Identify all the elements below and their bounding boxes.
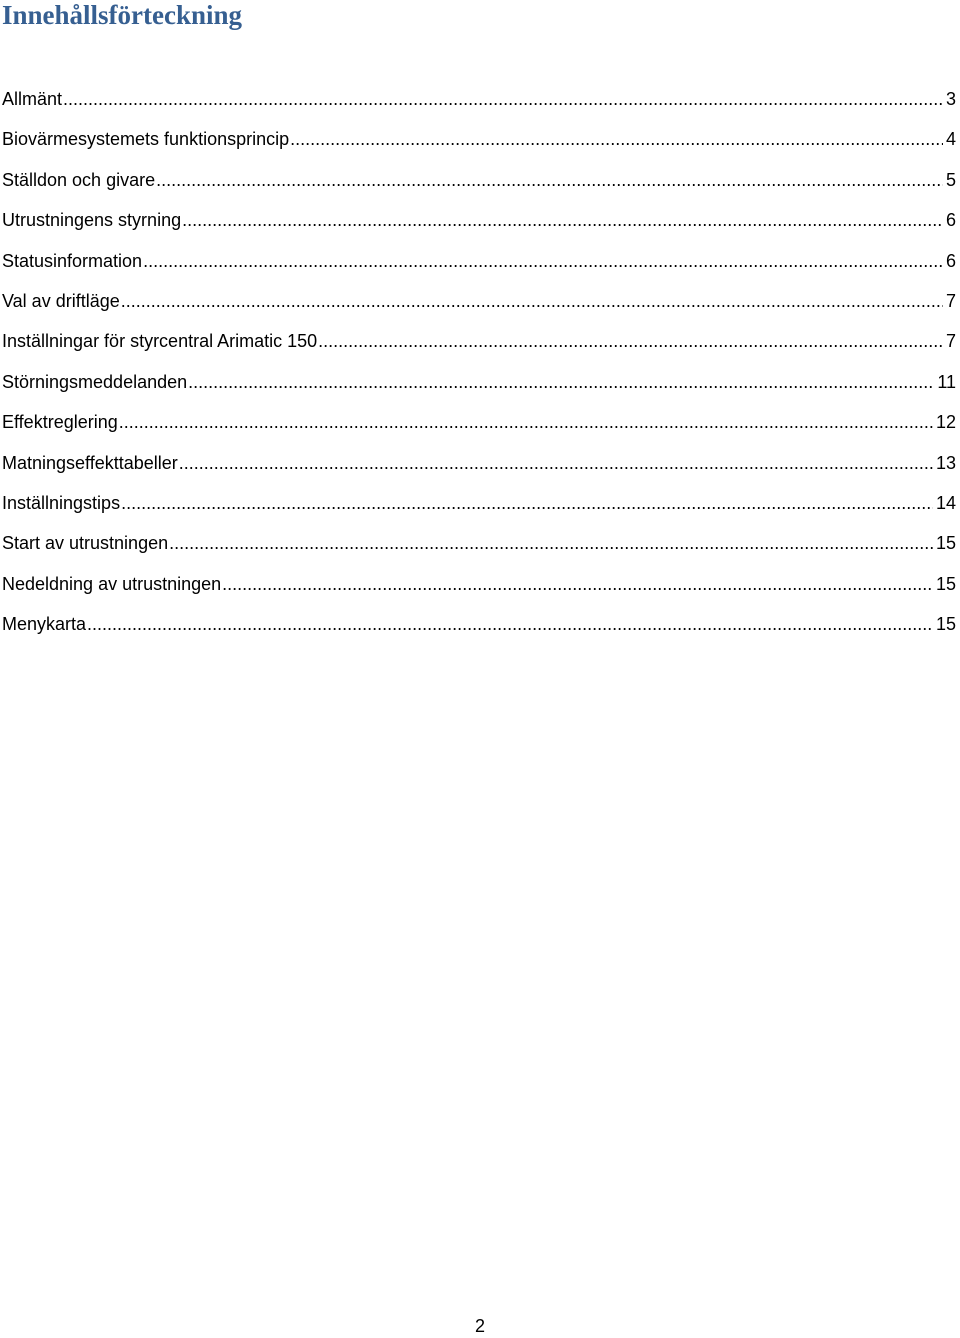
toc-entry-page[interactable]: 7: [945, 331, 956, 352]
toc-entry[interactable]: [2, 328, 956, 368]
toc-entry-label[interactable]: Allmänt: [2, 89, 63, 109]
toc-entry-label[interactable]: Statusinformation: [2, 250, 143, 271]
toc-entry-label[interactable]: Inställningstips: [2, 492, 121, 513]
toc-entry-page[interactable]: 15: [935, 533, 956, 554]
toc-dot-leader: [188, 369, 934, 395]
toc-entry-label[interactable]: Val av driftläge: [2, 290, 120, 311]
toc-dot-leader: [121, 490, 933, 516]
toc-dot-leader: [87, 611, 933, 637]
toc-entry-page[interactable]: 7: [945, 290, 956, 311]
toc-entry-page[interactable]: 11: [937, 371, 956, 392]
page-number: 2: [474, 1316, 485, 1336]
toc-entry[interactable]: [2, 450, 956, 490]
toc-entry-label[interactable]: Start av utrustningen: [2, 533, 169, 554]
toc-entry[interactable]: [2, 369, 956, 409]
toc-entry-label[interactable]: Menykarta: [2, 614, 87, 635]
page-title: Innehållsförteckning: [2, 0, 243, 30]
toc-entry-page[interactable]: 3: [945, 89, 956, 109]
toc-entry[interactable]: [2, 409, 956, 449]
toc-entry-page[interactable]: 15: [935, 614, 956, 635]
toc-entry[interactable]: [2, 126, 956, 166]
toc-dot-leader: [156, 167, 943, 193]
toc-entry-page[interactable]: 6: [945, 250, 956, 271]
toc-entry-page[interactable]: 15: [935, 573, 956, 594]
toc-entry-label[interactable]: Ställdon och givare: [2, 169, 156, 190]
toc-entry-page[interactable]: 6: [945, 210, 956, 231]
toc-dot-leader: [222, 571, 933, 597]
toc-entry[interactable]: [2, 530, 956, 570]
toc-dot-leader: [119, 409, 933, 435]
toc-dot-leader: [169, 530, 933, 556]
toc-entry[interactable]: [2, 288, 956, 328]
toc-entry[interactable]: [2, 490, 956, 530]
toc-entry-page[interactable]: 4: [945, 129, 956, 150]
toc-entry[interactable]: [2, 248, 956, 288]
toc-entry-page[interactable]: 13: [935, 452, 956, 473]
toc-dot-leader: [143, 248, 943, 274]
toc-entry-label[interactable]: Nedeldning av utrustningen: [2, 573, 222, 594]
toc-entry-label[interactable]: Inställningar för styrcentral Arimatic 150: [2, 331, 318, 352]
toc-entry-label[interactable]: Utrustningens styrning: [2, 210, 182, 231]
toc-entry[interactable]: [2, 207, 956, 247]
toc-entry-label[interactable]: Störningsmeddelanden: [2, 371, 188, 392]
toc-entry-label[interactable]: Effektreglering: [2, 412, 118, 433]
toc-entry-label[interactable]: Matningseffekttabeller: [2, 452, 178, 473]
toc-entry[interactable]: [2, 167, 956, 207]
toc-dot-leader: [121, 288, 943, 314]
toc-entry-page[interactable]: 12: [935, 412, 956, 433]
toc-entry-page[interactable]: 14: [935, 492, 956, 513]
toc-dot-leader: [318, 328, 943, 354]
toc-dot-leader: [182, 207, 943, 233]
toc-entry[interactable]: [2, 86, 956, 126]
table-of-contents: [2, 86, 956, 651]
toc-dot-leader: [63, 86, 943, 112]
toc-entry-page[interactable]: 5: [945, 169, 956, 190]
toc-dot-leader: [290, 126, 943, 152]
toc-dot-leader: [179, 450, 933, 476]
toc-entry[interactable]: [2, 571, 956, 611]
toc-entry[interactable]: [2, 611, 956, 651]
toc-entry-label[interactable]: Biovärmesystemets funktionsprincip: [2, 129, 290, 150]
